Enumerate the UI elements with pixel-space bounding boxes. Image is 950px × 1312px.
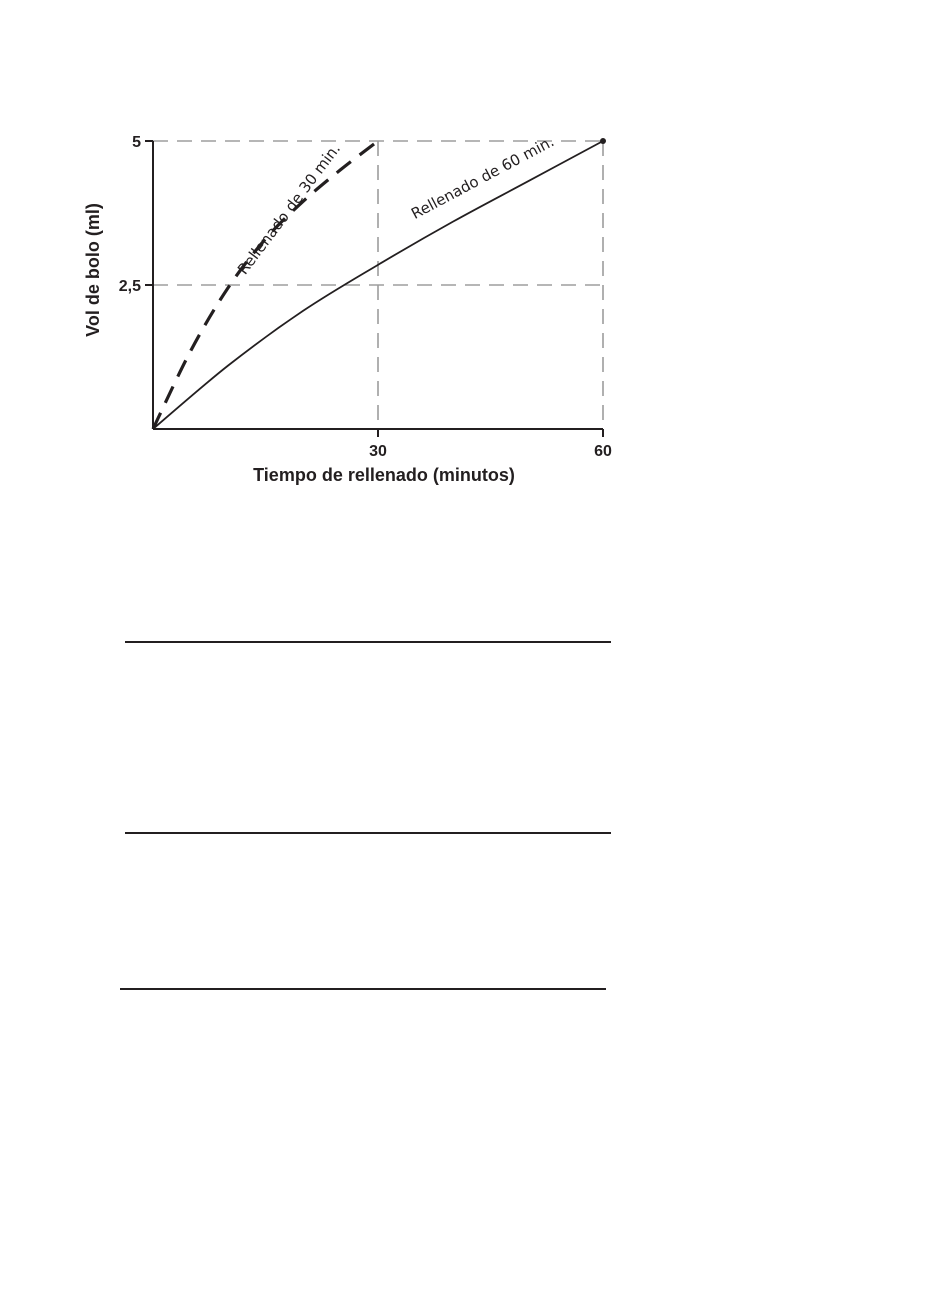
chart-text bbox=[83, 132, 612, 485]
answer-line bbox=[120, 988, 606, 990]
x-tick-label: 30 bbox=[369, 443, 387, 460]
x-tick-label: 60 bbox=[594, 443, 612, 460]
y-tick-label: 2,5 bbox=[118, 278, 141, 295]
answer-line bbox=[125, 832, 611, 834]
series-end-point bbox=[600, 138, 606, 144]
answer-line bbox=[125, 641, 611, 643]
grid-lines bbox=[153, 141, 605, 429]
x-axis-title: Tiempo de rellenado (minutos) bbox=[253, 465, 515, 485]
y-tick-label: 5 bbox=[132, 134, 141, 151]
axes bbox=[145, 141, 603, 437]
series-label-30-min: Rellenado de 30 min. bbox=[233, 140, 345, 278]
y-axis-title: Vol de bolo (ml) bbox=[83, 203, 103, 337]
series-label-60-min: Rellenado de 60 min. bbox=[408, 132, 558, 223]
series-lines bbox=[153, 138, 606, 429]
